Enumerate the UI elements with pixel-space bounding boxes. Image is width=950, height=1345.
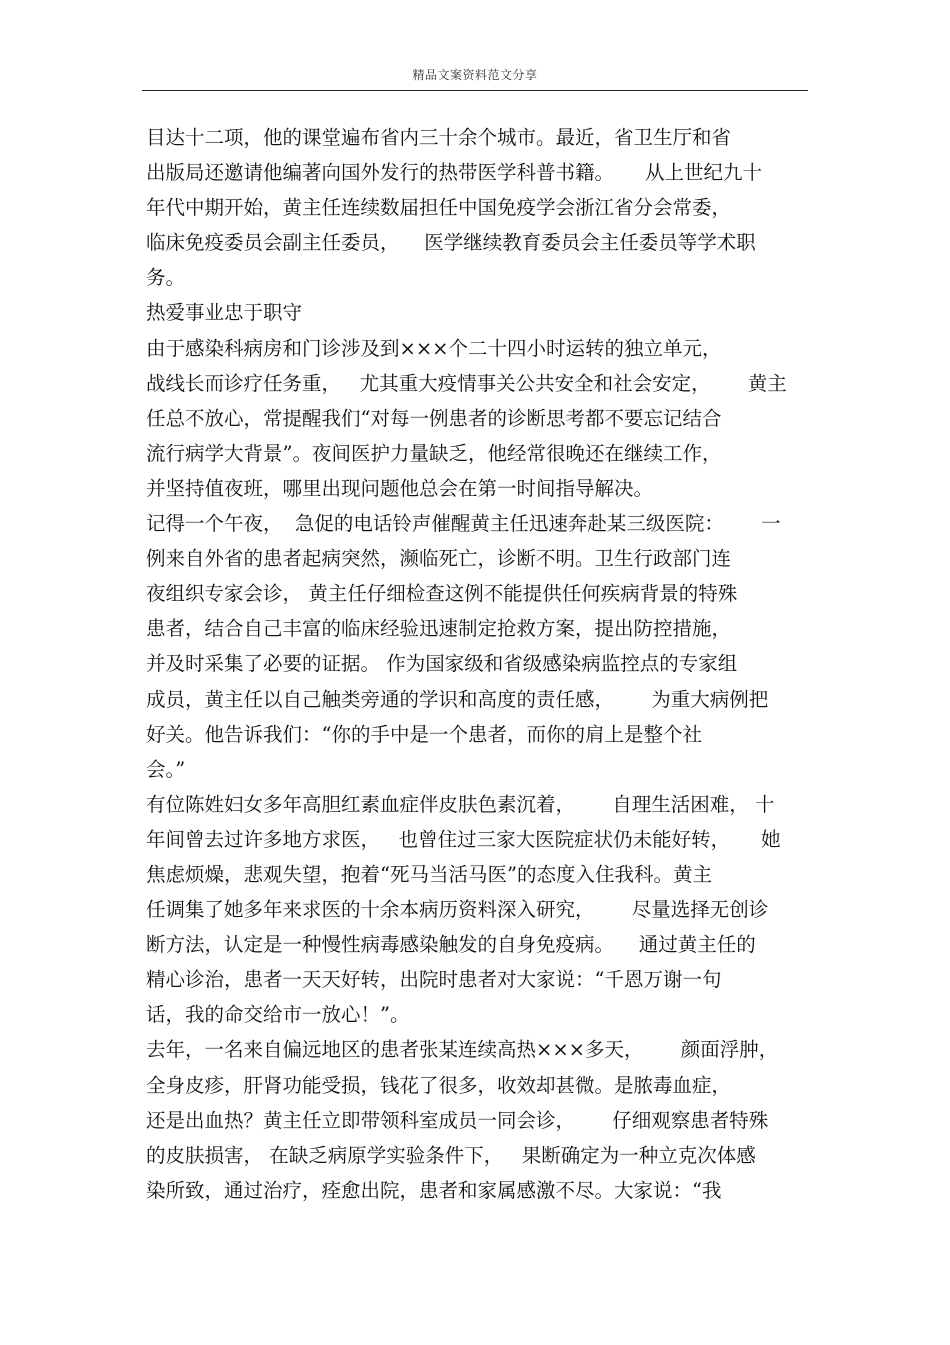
text-line: 会。” [146, 757, 186, 781]
text-line: 由于感染科病房和门诊涉及到×××个二十四小时运转的独立单元， [146, 336, 722, 360]
text-line: 临床免疫委员会副主任委员， 医学继续教育委员会主任委员等学术职 [146, 231, 756, 255]
text-line: 年间曾去过许多地方求医， 也曾住过三家大医院症状仍未能好转， 她 [146, 827, 781, 851]
header-divider [142, 90, 808, 91]
text-line: 断方法，认定是一种慢性病毒感染触发的自身免疫病。 通过黄主任的 [146, 933, 756, 957]
text-line: 记得一个午夜， 急促的电话铃声催醒黄主任迅速奔赴某三级医院： 一 [146, 512, 781, 536]
text-line: 任总不放心，常提醒我们“对每一例患者的诊断思考都不要忘记结合 [146, 406, 722, 430]
text-line: 务。 [146, 266, 186, 290]
text-line: 任调集了她多年来求医的十余本病历资料深入研究， 尽量选择无创诊 [146, 898, 769, 922]
text-line: 战线长而诊疗任务重， 尤其重大疫情事关公共安全和社会安定， 黄主 [146, 371, 787, 395]
text-line: 去年，一名来自偏远地区的患者张某连续高热×××多天， 颜面浮肿， [146, 1038, 779, 1062]
text-line: 有位陈姓妇女多年高胆红素血症伴皮肤色素沉着， 自理生活困难， 十 [146, 792, 775, 816]
text-line: 精心诊治，患者一天天好转，出院时患者对大家说：“千恩万谢一句 [146, 968, 722, 992]
text-line: 全身皮疹，肝肾功能受损，钱花了很多，收效却甚微。是脓毒血症， [146, 1073, 732, 1097]
text-line: 好关。他告诉我们：“你的手中是一个患者，而你的肩上是整个社 [146, 722, 702, 746]
text-line: 例来自外省的患者起病突然，濒临死亡，诊断不明。卫生行政部门连 [146, 547, 732, 571]
page-header: 精品文案资料范文分享 [412, 68, 538, 82]
document-body [146, 120, 811, 1208]
text-line: 年代中期开始，黄主任连续数届担任中国免疫学会浙江省分会常委， [146, 196, 732, 220]
text-line: 的皮肤损害， 在缺乏病原学实验条件下， 果断确定为一种立克次体感 [146, 1143, 756, 1167]
text-line: 并及时采集了必要的证据。 作为国家级和省级感染病监控点的专家组 [146, 652, 738, 676]
text-line: 成员，黄主任以自己触类旁通的学识和高度的责任感， 为重大病例把 [146, 687, 769, 711]
text-line: 还是出血热？黄主任立即带领科室成员一同会诊， 仔细观察患者特殊 [146, 1108, 769, 1132]
text-line: 流行病学大背景”。夜间医护力量缺乏，他经常很晚还在继续工作， [146, 441, 722, 465]
text-line: 热爱事业忠于职守 [146, 301, 303, 325]
text-line: 夜组织专家会诊， 黄主任仔细检查这例不能提供任何疾病背景的特殊 [146, 582, 738, 606]
text-line: 目达十二项，他的课堂遍布省内三十余个城市。最近，省卫生厅和省 [146, 126, 732, 149]
text-line: 患者，结合自己丰富的临床经验迅速制定抢救方案，提出防控措施， [146, 617, 732, 641]
text-line: 并坚持值夜班，哪里出现问题他总会在第一时间指导解决。 [146, 476, 654, 500]
text-line: 话，我的命交给市一放心！”。 [146, 1003, 410, 1027]
text-line: 染所致，通过治疗，痊愈出院，患者和家属感激不尽。大家说：“我 [146, 1178, 722, 1202]
text-line: 焦虑烦燥，悲观失望，抱着“死马当活马医”的态度入住我科。黄主 [146, 862, 712, 886]
text-line: 出版局还邀请他编著向国外发行的热带医学科普书籍。 从上世纪九十 [146, 161, 762, 185]
